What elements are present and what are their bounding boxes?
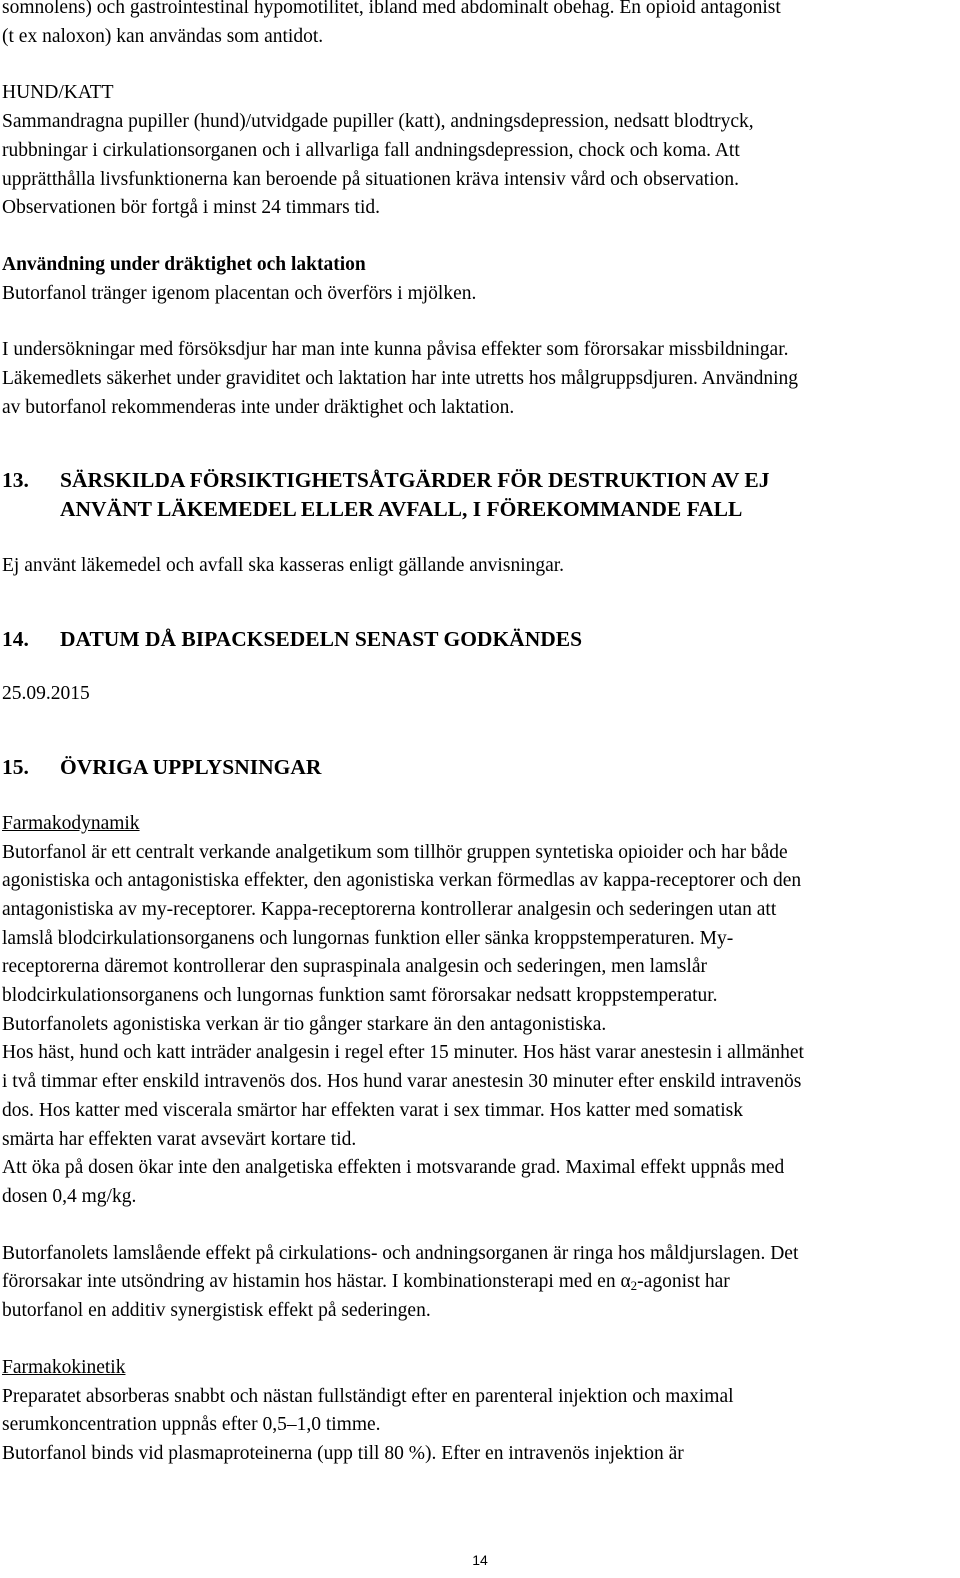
section-title: ÖVRIGA UPPLYSNINGAR xyxy=(60,754,322,779)
text-line: Läkemedlets säkerhet under graviditet och laktation har inte utretts hos målgruppsdjuren. Användning xyxy=(2,368,799,390)
text-line: Preparatet absorberas snabbt och nästan fullständigt efter en parenteral injektion och maximal xyxy=(2,1385,734,1407)
text-line: Butorfanol binds vid plasmaproteinerna (upp till 80 %). Efter en intravenös injektion är xyxy=(2,1442,684,1464)
circulation-paragraph xyxy=(2,1240,952,1326)
section-number: 15. xyxy=(2,754,29,779)
section-title: DATUM DÅ BIPACKSEDELN SENAST GODKÄNDES xyxy=(60,627,583,652)
text-line: i två timmar efter enskild intravenös dos. Hos hund varar anestesin 30 minuter efter enskild intravenös xyxy=(2,1071,802,1093)
text-line: I undersökningar med försöksdjur har man inte kunna påvisa effekter som förorsakar missbildningar. xyxy=(2,339,789,361)
text-line: dosen 0,4 mg/kg. xyxy=(2,1185,137,1207)
text-line: Butorfanol tränger igenom placentan och överförs i mjölken. xyxy=(2,282,477,304)
subscript: 2 xyxy=(630,1278,638,1294)
text-line: somnolens) och gastrointestinal hypomotilitet, ibland med abdominalt obehag. En opioid antagonist xyxy=(2,0,781,18)
text-line: upprätthålla livsfunktionerna kan beroende på situationen kräva intensiv vård och observation. xyxy=(2,168,739,190)
text-line: Butorfanolets agonistiska verkan är tio gånger starkare än den antagonistiska. xyxy=(2,1013,607,1035)
text-line: Ej använt läkemedel och avfall ska kasseras enligt gällande anvisningar. xyxy=(2,555,565,577)
pharmacodynamics-paragraph xyxy=(2,810,952,1212)
text-line: serumkoncentration uppnås efter 0,5–1,0 timme. xyxy=(2,1414,381,1436)
section-title: ANVÄNT LÄKEMEDEL ELLER AVFALL, I FÖREKOMMANDE FALL xyxy=(60,497,743,522)
date-text: 25.09.2015 xyxy=(2,683,90,705)
section-14-heading xyxy=(2,625,952,654)
text-line: rubbningar i cirkulationsorganen och i allvarliga fall andningsdepression, chock och koma. Att xyxy=(2,139,740,161)
section-15-heading xyxy=(2,753,952,782)
text-line: lamslå blodcirkulationsorganens och lungornas funktion eller sänka kroppstemperaturen. My- xyxy=(2,927,734,949)
section-number: 13. xyxy=(2,468,29,493)
dog-cat-paragraph xyxy=(2,79,952,223)
text-line: av butorfanol rekommenderas inte under dräktighet och laktation. xyxy=(2,396,515,418)
text-line: butorfanol en additiv synergistisk effekt på sederingen. xyxy=(2,1300,431,1322)
section-title: SÄRSKILDA FÖRSIKTIGHETSÅTGÄRDER FÖR DESTRUKTION AV EJ xyxy=(60,468,770,493)
text-line: Att öka på dosen ökar inte den analgetiska effekten i motsvarande grad. Maximal effekt uppnås med xyxy=(2,1157,785,1179)
text-line: Observationen bör fortgå i minst 24 timmars tid. xyxy=(2,197,381,219)
text-line: receptorerna däremot kontrollerar den supraspinala analgesin och sederingen, men lamslår xyxy=(2,956,707,978)
pregnancy-heading: Användning under dräktighet och laktation xyxy=(2,253,366,275)
section-13-text xyxy=(2,552,952,581)
text-fragment: förorsakar inte utsöndring av histamin hos hästar. I kombinationsterapi med en α xyxy=(2,1271,631,1293)
text-line: smärta har effekten varat avsevärt kortare tid. xyxy=(2,1128,357,1150)
pharmacodynamics-heading: Farmakodynamik xyxy=(2,812,140,834)
text-line: Sammandragna pupiller (hund)/utvidgade pupiller (katt), andningsdepression, nedsatt blodtryck, xyxy=(2,111,754,133)
text-line: antagonistiska av my-receptorer. Kappa-receptorerna kontrollerar analgesin och sederingen utan att xyxy=(2,898,777,920)
pharmacokinetics-heading: Farmakokinetik xyxy=(2,1356,126,1378)
text-line: Hos häst, hund och katt inträder analgesin i regel efter 15 minuter. Hos häst varar anestesin i allmänhet xyxy=(2,1042,804,1064)
section-13-heading xyxy=(2,466,952,524)
text-line: Butorfanolets lamslående effekt på cirkulations- och andningsorganen är ringa hos måldjurslagen. Det xyxy=(2,1242,799,1264)
text-line: (t ex naloxon) kan användas som antidot. xyxy=(2,25,324,47)
approval-date xyxy=(2,680,952,709)
section-number: 14. xyxy=(2,627,29,652)
text-line: agonistiska och antagonistiska effekter, den agonistiska verkan förmedlas av kappa-receptorer och den xyxy=(2,870,802,892)
text-fragment: -agonist har xyxy=(637,1271,730,1293)
intro-paragraph xyxy=(2,0,952,51)
text-line xyxy=(2,1268,952,1297)
text-line: Butorfanol är ett centralt verkande analgetikum som tillhör gruppen syntetiska opioider och har både xyxy=(2,841,788,863)
pharmacokinetics-paragraph xyxy=(2,1354,952,1469)
pregnancy-block xyxy=(2,251,952,308)
text-line: dos. Hos katter med viscerala smärtor har effekten varat i sex timmar. Hos katter med somatisk xyxy=(2,1099,743,1121)
dog-cat-heading: HUND/KATT xyxy=(2,82,114,104)
pregnancy-paragraph xyxy=(2,336,952,422)
text-line: blodcirkulationsorganens och lungornas funktion samt förorsakar nedsatt kroppstemperatur. xyxy=(2,985,718,1007)
page-number: 14 xyxy=(472,1552,488,1568)
document-page xyxy=(2,0,952,1469)
